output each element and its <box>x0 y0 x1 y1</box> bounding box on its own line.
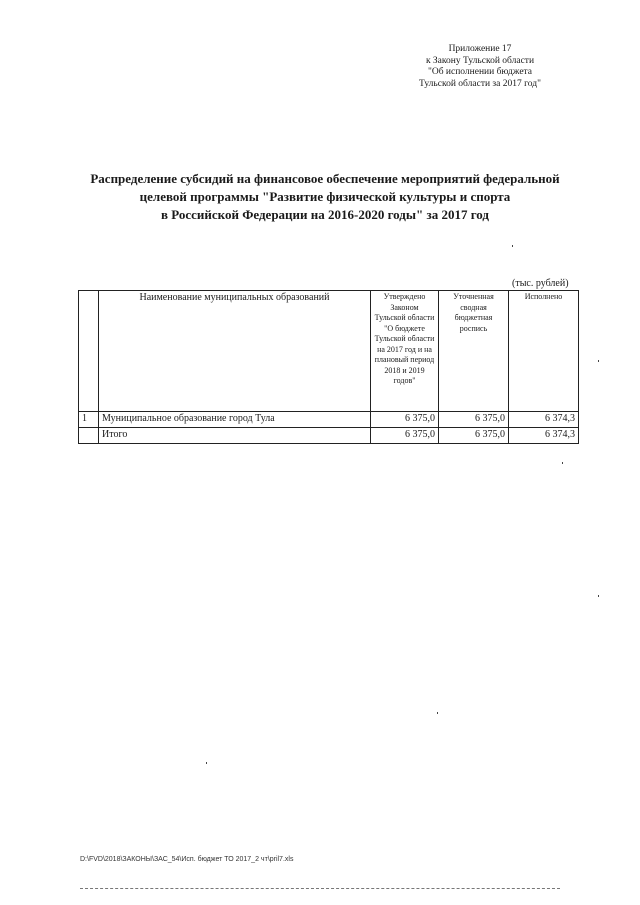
scan-speck <box>562 462 563 464</box>
scan-speck <box>437 712 438 714</box>
appendix-note <box>360 44 600 90</box>
appendix-line: Приложение 17 <box>448 44 512 54</box>
title-line: целевой программы "Развитие физической культуры и спорта <box>139 189 511 204</box>
units-label: (тыс. рублей) <box>512 278 569 289</box>
title-line: в Российской Федерации на 2016-2020 годы" за 2017 год <box>160 207 490 222</box>
executed-header: Исполнено <box>509 291 579 412</box>
row-approved: 6 375,0 <box>371 412 439 428</box>
footer-divider <box>80 888 560 889</box>
file-path: D:\FVD\2018\ЗАКОНЫ\ЗАС_54\Исп. бюджет ТО 2017_2 чт\pril7.xls <box>80 856 294 863</box>
row-revised: 6 375,0 <box>439 412 509 428</box>
total-index <box>79 428 99 444</box>
row-index: 1 <box>79 412 99 428</box>
scan-speck <box>598 360 599 362</box>
index-header <box>79 291 99 412</box>
title-line: Распределение субсидий на финансовое обеспечение мероприятий федеральной <box>90 171 560 186</box>
table-row <box>79 412 579 428</box>
scan-speck <box>206 762 207 764</box>
name-header: Наименование муниципальных образований <box>99 291 371 412</box>
appendix-line: к Закону Тульской области <box>425 55 535 66</box>
subsidy-table <box>78 290 579 444</box>
total-approved: 6 375,0 <box>371 428 439 444</box>
total-row <box>79 428 579 444</box>
revised-header: Уточненная сводная бюджетная роспись <box>439 291 509 412</box>
total-name: Итого <box>99 428 371 444</box>
row-name: Муниципальное образование город Тула <box>99 412 371 428</box>
document-title <box>60 170 590 224</box>
scan-speck <box>512 245 513 247</box>
appendix-line: Тульской области за 2017 год" <box>419 78 541 89</box>
table-header-row <box>79 291 579 412</box>
total-revised: 6 375,0 <box>439 428 509 444</box>
scan-speck <box>598 595 599 597</box>
appendix-line: "Об исполнении бюджета <box>427 67 533 77</box>
row-executed: 6 374,3 <box>509 412 579 428</box>
approved-header: Утверждено Законом Тульской области "О бюджете Тульской области на 2017 год и на плановый период 2018 и 2019 годов" <box>371 291 439 412</box>
total-executed: 6 374,3 <box>509 428 579 444</box>
